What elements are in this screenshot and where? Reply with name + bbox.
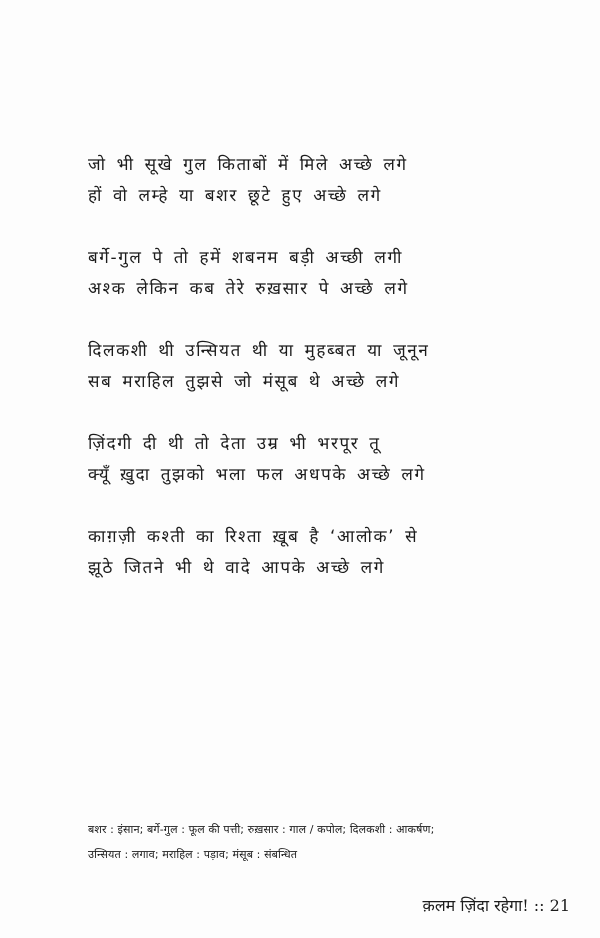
stanza-1 — [88, 150, 528, 212]
poem-line: क्यूँ ख़ुदा तुझको भला फल अधपके अच्छे लगे — [88, 465, 426, 485]
poem-line: झूठे जितने भी थे वादे आपके अच्छे लगे — [88, 558, 385, 578]
poem-line: काग़ज़ी कश्ती का रिश्ता ख़ूब है ‘आलोक’ से — [88, 527, 419, 547]
glossary-footnote — [88, 817, 568, 867]
glossary-line: बशर : इंसान; बर्गे-गुल : फूल की पत्ती; रुख़सार : गाल / कपोल; दिलकशी : आकर्षण; — [88, 823, 435, 836]
stanza-4 — [88, 429, 528, 491]
glossary-line: उन्सियत : लगाव; मराहिल : पड़ाव; मंसूब : संबन्धित — [88, 848, 298, 861]
stanza-3 — [88, 336, 528, 398]
poem-line: ज़िंदगी दी थी तो देता उम्र भी भरपूर तू — [88, 434, 381, 454]
page-footer: क़लम ज़िंदा रहेगा! :: 21 — [422, 896, 570, 915]
poem-line: अश्क लेकिन कब तेरे रुख़सार पे अच्छे लगे — [88, 279, 409, 299]
poem-line: सब मराहिल तुझसे जो मंसूब थे अच्छे लगे — [88, 372, 401, 392]
poem-line: हों वो लम्हे या बशर छूटे हुए अच्छे लगे — [88, 186, 382, 206]
stanza-5 — [88, 522, 528, 584]
poem-line: जो भी सूखे गुल किताबों में मिले अच्छे लगे — [88, 155, 408, 175]
poem-line: दिलकशी थी उन्सियत थी या मुहब्बत या जूनून — [88, 341, 430, 361]
poem — [88, 150, 528, 615]
stanza-2 — [88, 243, 528, 305]
poem-line: बर्गे-गुल पे तो हमें शबनम बड़ी अच्छी लगी — [88, 248, 404, 268]
